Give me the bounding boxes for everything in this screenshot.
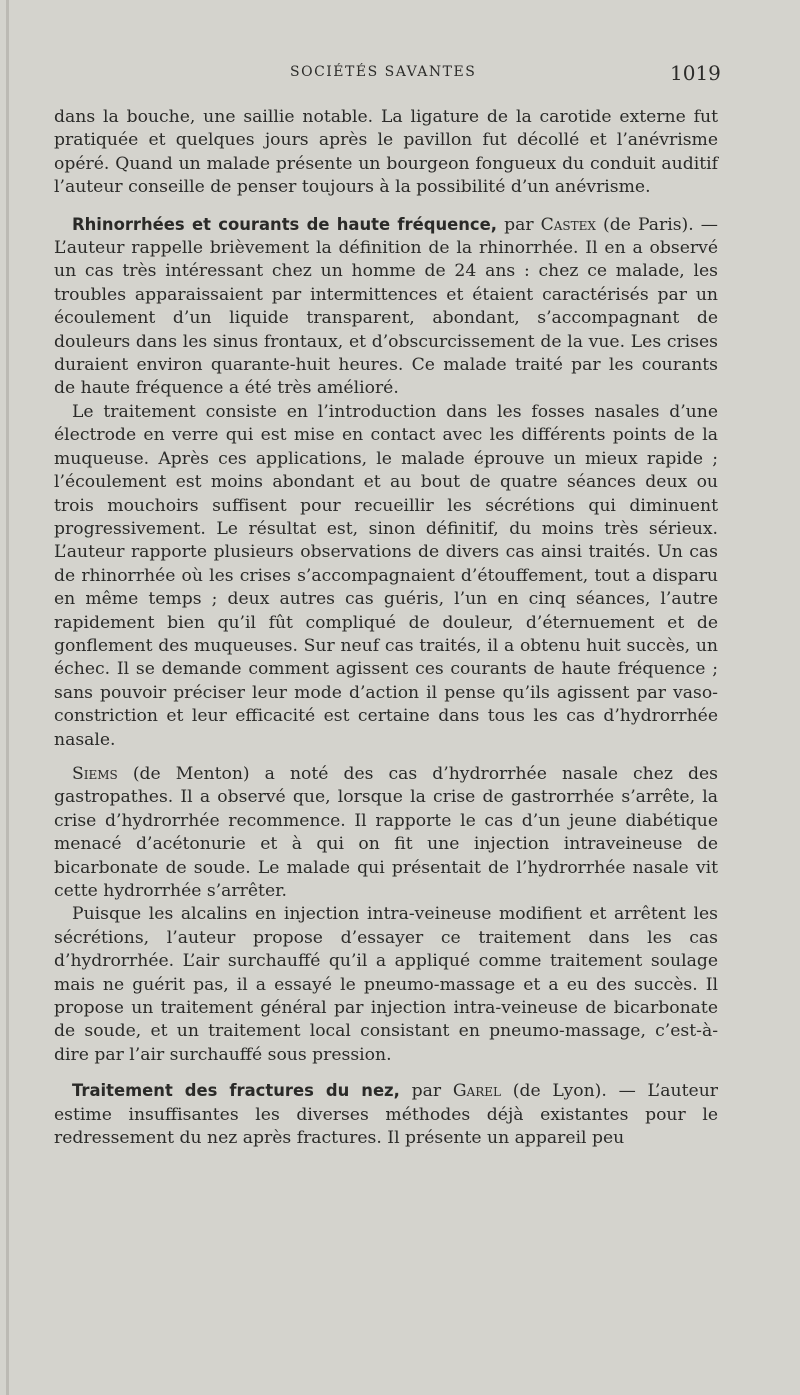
paragraph-fractures [54, 1079, 718, 1150]
scan-edge-shadow [6, 0, 9, 1395]
paragraph-treatment [54, 401, 718, 752]
author-name: Castex [540, 214, 596, 235]
section-heading: Traitement des fractures du nez, [72, 1081, 400, 1101]
paragraph-rhinorrhea [54, 213, 718, 401]
article-body [54, 106, 718, 1150]
paragraph-text: dans la bouche, une saillie notable. La ligature de la carotide externe fut pratiquée et quelques jours après le pavillon fut décollé et l’anévrisme opéré. Quand un malade présente un bourgeon fongueux du conduit auditif l’auteur conseille de penser toujours à la possibilité d’un anévrisme. [54, 107, 718, 198]
page-number: 1019 [670, 61, 721, 85]
by-word: par [399, 1081, 453, 1102]
paragraph-alkalines [54, 903, 718, 1067]
running-title: SOCIÉTÉS SAVANTES [290, 64, 477, 80]
running-head [0, 61, 800, 88]
paragraph-text: Puisque les alcalins en injection intra-veineuse modifient et arrêtent les sécrétions, l’auteur propose d’essayer ce traitement dans les cas d’hydrorrhée. L’air surchauffé qu’il a appliqué comme traitement soulage mais ne guérit pas, il a essayé le pneumo-massage et a eu des succès. Il propose un traitement général par injection intra-veineuse de bicarbonate de soude, et un traitement local consistant en pneumo-massage, c’est-à-dire par l’air surchauffé sous pression. [54, 904, 718, 1065]
by-word: par [497, 214, 541, 235]
author-origin: (de Menton) [117, 763, 250, 784]
author-name: Siems [72, 763, 118, 784]
paragraph-text: — L’auteur rappelle brièvement la définition de la rhinorrhée. Il en a observé un cas très intéressant chez un homme de 24 ans : chez ce malade, les troubles apparaissaient par intermittences et étaient caractérisés par un écoulement d’un liquide transparent, abondant, s’accompagnant de douleurs dans les sinus frontaux, et d’obscurcissement de la vue. Les crises duraient environ quarante-huit heures. Ce malade traité par les courants de haute fréquence a été très amélioré. [54, 214, 718, 399]
author-name: Garel [452, 1081, 501, 1102]
paragraph-siems [54, 763, 718, 903]
paragraph-carotid [54, 106, 718, 200]
paragraph-text: Le traitement consiste en l’introduction dans les fosses nasales d’une électrode en verre qui est mise en contact avec les différents points de la muqueuse. Après ces applications, le malade éprouve un mieux rapide ; l’écoulement est moins abondant et au bout de quatre séances deux ou trois mouchoirs suffisent pour recueillir les sécrétions qui diminuent progressivement. Le résultat est, sinon définitif, du moins très sérieux. L’auteur rapporte plusieurs observations de divers cas ainsi traités. Un cas de rhinorrhée où les crises s’accompagnaient d’étouffement, tout a disparu en même temps ; deux autres cas guéris, l’un en cinq séances, l’autre rapidement bien qu’il fût compliqué de douleur, d’éternuement et de gonflement des muqueuses. Sur neuf cas traités, il a obtenu huit succès, un échec. Il se demande comment agissent ces courants de haute fréquence ; sans pouvoir préciser leur mode d’action il pense qu’ils agissent par vaso-constriction et leur efficacité est certaine dans tous les cas d’hydrorrhée nasale. [54, 401, 718, 750]
section-heading: Rhinorrhées et courants de haute fréquence, [72, 214, 497, 234]
paragraph-text: a noté des cas d’hydrorrhée nasale chez des gastropathes. Il a observé que, lorsque la crise de gastrorrhée s’arrête, la crise d’hydrorrhée recommence. Il rapporte le cas d’un jeune diabétique menacé d’acétonurie et à qui on fit une injection intraveineuse de bicarbonate de soude. Le malade qui présentait de l’hydrorrhée nasale vit cette hydrorrhée s’arrêter. [54, 763, 718, 901]
author-origin: (de Paris). [595, 214, 694, 235]
paragraph-text: — L’auteur estime insuffisantes les diverses méthodes déjà existantes pour le redressement du nez après fractures. Il présente un appareil peu [54, 1081, 718, 1149]
author-origin: (de Lyon). [501, 1081, 607, 1102]
